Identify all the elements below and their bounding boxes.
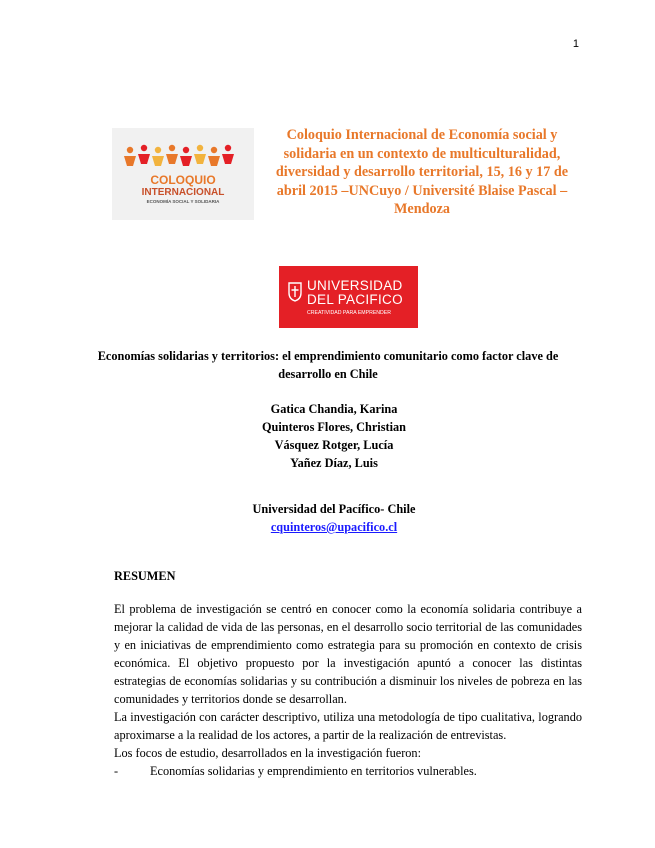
- author-name: Quinteros Flores, Christian: [261, 420, 407, 434]
- university-logo-line1: UNIVERSIDAD: [307, 278, 403, 293]
- affiliation-block: [150, 500, 518, 536]
- universidad-del-pacifico-logo: [279, 266, 418, 328]
- email-link[interactable]: cquinteros@upacifico.cl: [270, 520, 398, 534]
- university-logo-tagline: CREATIVIDAD PARA EMPRENDER: [307, 310, 391, 316]
- coloquio-logo-line1: COLOQUIO: [150, 173, 216, 187]
- paper-title: Economías solidarias y territorios: el emprendimiento comunitario como factor clave de desarrollo en Chile: [97, 349, 559, 381]
- abstract-paragraph: El problema de investigación se centró en conocer como la economía solidaria contribuye a mejorar la calidad de vida de las personas, en el desarrollo socio territorial de las comunidades y en iniciativas de emprendimiento como estrategia para su promoción en contexto de crisis económica. El objetivo propuesto por la investigación apuntó a conocer las distintas estrategias de economías solidarias y su contribución a disminuir los niveles de pobreza en las comunidades y territorios donde se desarrollan.: [114, 602, 582, 706]
- affiliation: Universidad del Pacífico- Chile: [252, 502, 416, 516]
- author-name: Gatica Chandia, Karina: [270, 402, 398, 416]
- coloquio-logo: [112, 128, 254, 220]
- coloquio-logo-line3: ECONOMÍA SOCIAL Y SOLIDARIA: [146, 199, 220, 204]
- author-name: Vásquez Rotger, Lucía: [274, 438, 394, 452]
- coloquio-logo-line2: INTERNACIONAL: [141, 187, 225, 198]
- people-chain-icon: [112, 128, 254, 220]
- author-list: [150, 400, 518, 472]
- abstract-heading: RESUMEN: [114, 569, 176, 583]
- university-crest-icon: [288, 282, 302, 302]
- list-item-text: Economías solidarias y emprendimiento en territorios vulnerables.: [150, 764, 477, 778]
- list-item: [114, 762, 582, 780]
- page-number: 1: [572, 38, 579, 50]
- list-marker: -: [114, 764, 119, 778]
- abstract-body: [114, 600, 582, 780]
- abstract-paragraph: La investigación con carácter descriptivo, utiliza una metodología de tipo cualitativa, logrando aproximarse a la realidad de los actores, a partir de la realización de entrevistas.: [114, 710, 582, 742]
- abstract-paragraph: Los focos de estudio, desarrollados en la investigación fueron:: [114, 746, 421, 760]
- conference-title: Coloquio Internacional de Economía social y solidaria en un contexto de multiculturalidad, diversidad y desarrollo territorial, 15, 16 y 17 de abril 2015 –UNCuyo / Université Blaise Pascal – Mendoza: [275, 127, 569, 217]
- author-name: Yañez Díaz, Luis: [290, 456, 378, 470]
- university-logo-line2: DEL PACIFICO: [307, 292, 403, 307]
